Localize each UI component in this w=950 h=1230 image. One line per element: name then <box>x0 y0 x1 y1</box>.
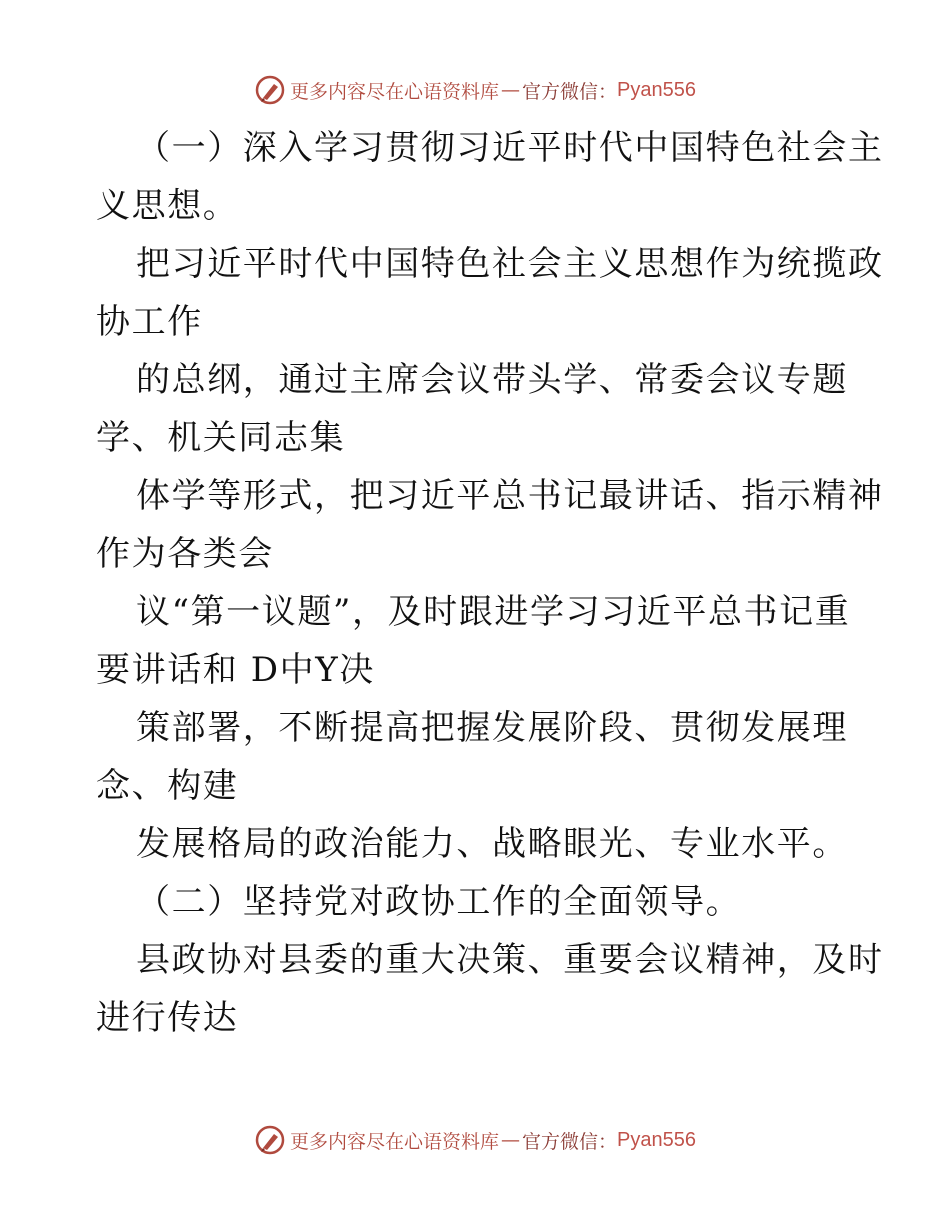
text-line: 作为各类会 <box>96 534 274 574</box>
text-line: 进行传达 <box>96 998 239 1038</box>
pen-logo-icon <box>254 1124 286 1156</box>
watermark-wechat-label: 官方微信： <box>522 1130 618 1153</box>
text-line: 义思想。 <box>96 186 239 226</box>
watermark-brand-text: 更多内容尽在心语资料库 <box>290 80 500 103</box>
text-line: 学、机关同志集 <box>96 418 346 458</box>
text-line: 体学等形式，把习近平总书记最讲话、指示精神 <box>136 476 884 516</box>
watermark-dash: — <box>501 1129 521 1151</box>
watermark-wechat-id: Pyan556 <box>617 1128 696 1151</box>
watermark-brand-text: 更多内容尽在心语资料库 <box>290 1130 500 1153</box>
watermark-wechat-label: 官方微信： <box>522 80 618 103</box>
heading-section-1: （一）深入学习贯彻习近平时代中国特色社会主 <box>136 128 884 168</box>
heading-section-2: （二）坚持党对政协工作的全面领导。 <box>136 882 742 922</box>
text-line: 要讲话和 D中Y决 <box>96 650 375 690</box>
text-line: 念、构建 <box>96 766 239 806</box>
header-watermark <box>0 70 950 110</box>
text-line: 的总纲，通过主席会议带头学、常委会议专题 <box>136 360 848 400</box>
text-line: 把习近平时代中国特色社会主义思想作为统揽政 <box>136 244 884 284</box>
pen-logo-icon <box>254 74 286 106</box>
footer-watermark <box>0 1120 950 1160</box>
text-line: 发展格局的政治能力、战略眼光、专业水平。 <box>136 824 848 864</box>
text-line: 县政协对县委的重大决策、重要会议精神，及时 <box>136 940 884 980</box>
text-line: 策部署，不断提高把握发展阶段、贯彻发展理 <box>136 708 848 748</box>
watermark-wechat-id: Pyan556 <box>617 78 696 101</box>
text-line: 议“第一议题”，及时跟进学习习近平总书记重 <box>136 592 851 632</box>
text-line: 协工作 <box>96 302 203 342</box>
watermark-dash: — <box>501 79 521 101</box>
